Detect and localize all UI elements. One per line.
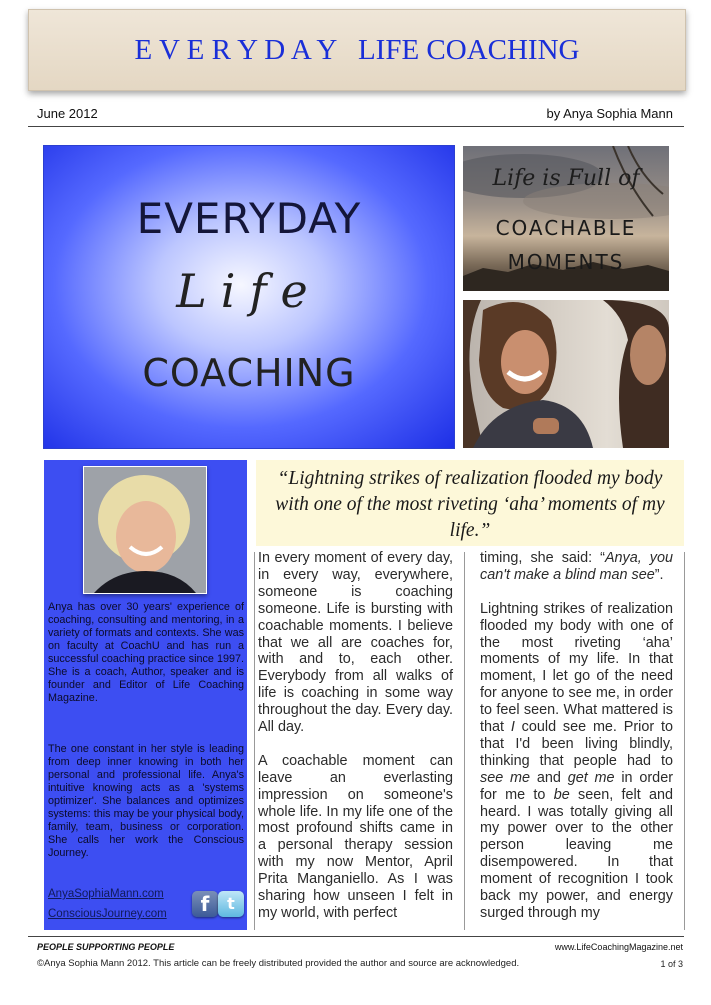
- footer-tagline: PEOPLE SUPPORTING PEOPLE: [37, 942, 175, 952]
- article-column-2: [480, 550, 673, 939]
- page-number: 1 of 3: [660, 959, 683, 969]
- column-divider: [684, 552, 685, 930]
- sky-script-text: Life is Full of: [492, 166, 640, 191]
- author-byline: by Anya Sophia Mann: [546, 106, 673, 121]
- column-divider: [464, 552, 465, 930]
- website-link-anyasophiamann[interactable]: AnyaSophiaMann.com: [48, 888, 164, 900]
- author-portrait: [83, 466, 207, 594]
- text-run: in order for me to: [480, 769, 673, 803]
- emphasis: I: [510, 719, 515, 736]
- emphasis: see me: [480, 769, 531, 786]
- article-paragraph: In every moment of every day, in every way, everywhere, someone is coaching someone. Life is bursting with coachable moments. I believe that we all are coaches for, with and to, each other. Everybody from all walks of life is coaching in some way throughout the day. Every day. All day.: [258, 550, 453, 736]
- article-paragraph: [480, 601, 673, 922]
- sky-caps-coachable: COACHABLE: [495, 216, 637, 240]
- website-link-consciousjourney[interactable]: ConsciousJourney.com: [48, 908, 167, 920]
- magazine-title: E V E R Y D A Y LIFE COACHING: [134, 34, 580, 66]
- pull-quote-text: “Lightning strikes of realization flooded my body with one of the most riveting ‘aha’ moments of my life.”: [275, 468, 665, 541]
- footer-website[interactable]: www.LifeCoachingMagazine.net: [554, 942, 683, 952]
- text-run: could see me. Prior to that I'd been living blindly, thinking that people had to: [480, 719, 673, 769]
- author-bio-panel: [44, 460, 247, 930]
- column-divider: [254, 552, 255, 930]
- author-portrait-graphic: [84, 467, 206, 593]
- bio-paragraph-experience: Anya has over 30 years' experience of coaching, consulting and mentoring, in a variety of formats and contexts. She was on faculty at CoachU and has run a successful coaching practice since 1997. She is a coach, Author, speaker and is founder and Editor of Life Coaching Magazine.: [48, 601, 244, 704]
- pull-quote-box: [256, 460, 684, 546]
- emphasis: get me: [567, 769, 615, 786]
- hero-word-everyday: EVERYDAY: [136, 194, 362, 243]
- text-run: and: [530, 769, 568, 786]
- emphasis: be: [553, 786, 570, 803]
- text-run: timing, she said: “: [480, 550, 605, 566]
- quoted-remark: Anya, you can't make a blind man see: [480, 550, 673, 583]
- twitter-icon[interactable]: t: [218, 891, 244, 917]
- two-women-photo: [463, 300, 669, 448]
- bio-paragraph-style: The one constant in her style is leading from deep inner knowing in both her personal and professional life. Anya's intuitive knowing acts as a 'systems optimizer'. She balances and optimizes systems: this may be your physical body, family, team, business or corporation. She calls her work the Conscious Journey.: [48, 743, 244, 859]
- text-run: seen, felt and heard. I was totally giving all my power over to the other person leaving me disempowered. In that moment of recognition I took back my power, and energy surged through my: [480, 786, 674, 922]
- issue-date: June 2012: [37, 106, 98, 121]
- sunset-sky-photo: [463, 146, 669, 291]
- footer-divider: [28, 936, 684, 937]
- women-photo-graphic: [463, 300, 669, 448]
- footer-copyright: ©Anya Sophia Mann 2012. This article can be freely distributed provided the author and source are acknowledged.: [37, 958, 520, 969]
- facebook-icon[interactable]: f: [192, 891, 218, 917]
- hero-logo-image: [44, 146, 454, 448]
- text-run: ”.: [654, 566, 664, 583]
- header-divider: [28, 126, 684, 127]
- article-paragraph: A coachable moment can leave an everlasting impression on someone's whole life. In my life one of the most profound shifts came in a personal therapy session with my now Mentor, April Prita Manganiello. As I was sharing how unseen I felt in my world, with perfect: [258, 752, 453, 922]
- article-column-1: [258, 550, 453, 939]
- hero-word-life: Life: [176, 264, 322, 318]
- masthead-banner: [28, 9, 686, 91]
- article-paragraph: [480, 550, 673, 584]
- text-run: Lightning strikes of realization flooded my body with one of the most riveting ‘aha’ moments of my life. In that moment, I let go of the need for anyone to see me, in order to feel seen. What mattered is that: [480, 600, 673, 736]
- sky-caps-moments: MOMENTS: [507, 250, 625, 274]
- hero-word-coaching: COACHING: [142, 351, 356, 395]
